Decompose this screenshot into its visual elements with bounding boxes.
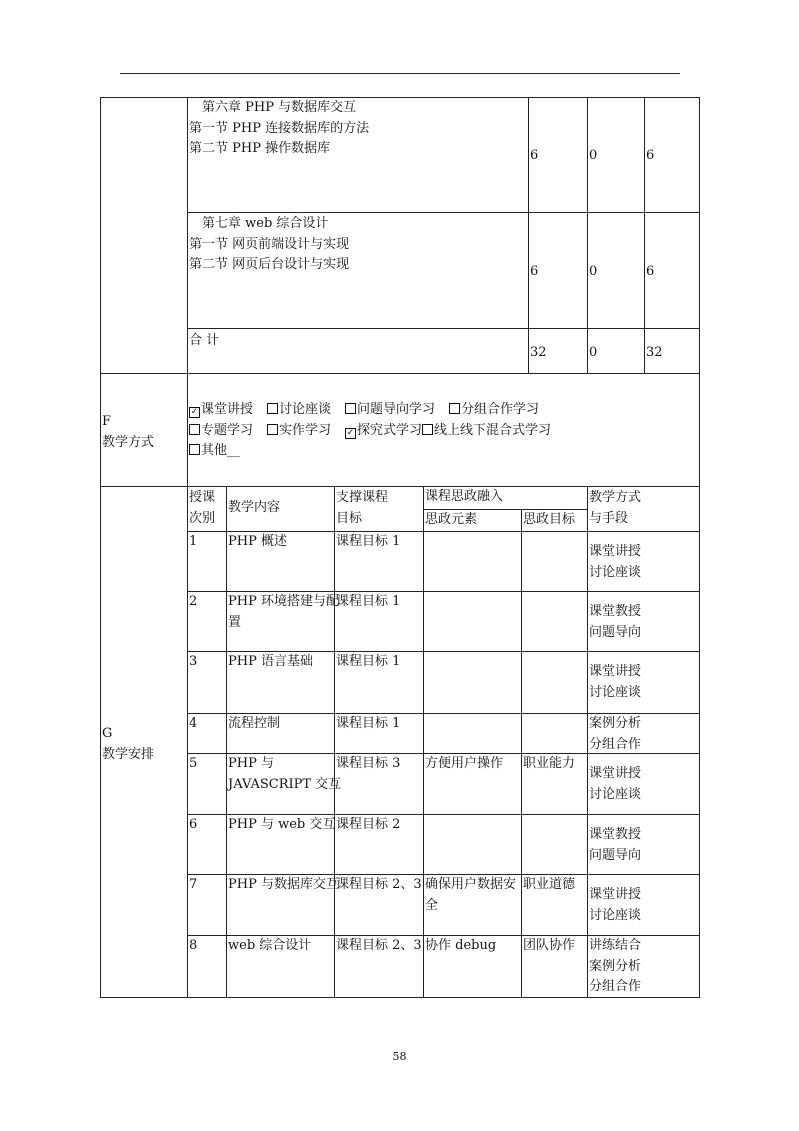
header-content: 教学内容 [228, 500, 281, 515]
option-8[interactable]: 其他__ [189, 443, 240, 458]
row-4-goal: 课程目标 1 [336, 716, 401, 731]
row-3-goal: 课程目标 1 [336, 654, 401, 669]
row-6-goal: 课程目标 2 [336, 817, 401, 832]
row-8-no: 8 [189, 938, 198, 953]
row-1-no: 1 [189, 534, 198, 549]
total-hours-a: 32 [530, 345, 547, 360]
row-8-element: 协作 debug [425, 938, 497, 953]
header-rule [120, 73, 680, 74]
total-hours-b: 0 [589, 345, 598, 360]
option-5[interactable]: 实作学习 [267, 423, 331, 438]
checkbox-icon[interactable]: ✓ [346, 427, 355, 438]
row-1-goal: 课程目标 1 [336, 534, 401, 549]
row-5-content: PHP 与 JAVASCRIPT 交互 [228, 756, 342, 792]
chapter-7-text: 第七章 web 综合设计 第一节 网页前端设计与实现 第二节 网页后台设计与实现 [189, 216, 350, 272]
checkbox-icon[interactable] [189, 424, 200, 435]
row-6-content: PHP 与 web 交互 [228, 817, 336, 832]
option-7[interactable]: 线上线下混合式学习 [422, 423, 551, 438]
row-5-target: 职业能力 [523, 756, 576, 771]
row-7-goal: 课程目标 2、3 [336, 877, 422, 892]
option-4[interactable]: 专题学习 [189, 423, 253, 438]
row-5-element: 方便用户操作 [425, 756, 504, 771]
row-4-method: 案例分析 分组合作 [589, 716, 642, 752]
row-2-goal: 课程目标 1 [336, 594, 401, 609]
chapter-6-hours-b: 0 [589, 148, 598, 163]
row-7-target: 职业道德 [523, 877, 576, 892]
checkbox-icon[interactable] [267, 403, 278, 414]
total-label: 合 计 [189, 333, 220, 348]
row-3-method: 课堂讲授 讨论座谈 [589, 664, 642, 700]
row-8-goal: 课程目标 2、3 [336, 938, 422, 953]
row-2-content: PHP 环境搭建与配 置 [228, 594, 339, 630]
row-6-no: 6 [189, 817, 198, 832]
row-7-content: PHP 与数据库交互 [228, 877, 339, 892]
teaching-method-options [189, 400, 551, 462]
header-target: 思政目标 [523, 512, 576, 527]
checkbox-icon[interactable]: ✓ [190, 407, 199, 417]
checkbox-icon[interactable] [449, 403, 460, 414]
row-6-method: 课堂教授 问题导向 [589, 827, 642, 863]
row-3-content: PHP 语言基础 [228, 654, 313, 669]
row-3-no: 3 [189, 654, 198, 669]
option-2[interactable]: 问题导向学习 [345, 402, 435, 417]
option-3[interactable]: 分组合作学习 [449, 402, 539, 417]
options-line-1 [189, 400, 551, 421]
row-2-no: 2 [189, 594, 198, 609]
teaching-method-label: F 教学方式 [102, 414, 155, 450]
row-1-method: 课堂讲授 讨论座谈 [589, 544, 642, 580]
schedule-label: G 教学安排 [102, 726, 155, 762]
header-goal: 支撑课程 目标 [336, 490, 389, 526]
chapter-6-text: 第六章 PHP 与数据库交互 第一节 PHP 连接数据库的方法 第二节 PHP 操作数据库 [189, 100, 370, 156]
option-0[interactable]: ✓ 课堂讲授 [190, 402, 254, 417]
checkbox-icon[interactable] [189, 444, 200, 455]
total-hours-c: 32 [646, 345, 663, 360]
row-7-method: 课堂讲授 讨论座谈 [589, 887, 642, 923]
header-method: 教学方式 与手段 [589, 490, 642, 526]
chapter-6-hours-a: 6 [530, 148, 539, 163]
row-2-method: 课堂教授 问题导向 [589, 604, 642, 640]
checkbox-icon[interactable] [267, 424, 278, 435]
chapter-6-hours-c: 6 [646, 148, 655, 163]
row-7-element: 确保用户数据安 全 [425, 877, 517, 913]
page-number: 58 [392, 1050, 407, 1063]
option-6[interactable]: ✓ 探究式学习 [346, 422, 423, 438]
chapter-7-hours-c: 6 [646, 264, 655, 279]
options-line-3 [189, 441, 551, 462]
row-8-method: 讲练结合 案例分析 分组合作 [589, 938, 642, 994]
row-8-target: 团队协作 [523, 938, 576, 953]
row-4-content: 流程控制 [228, 716, 281, 731]
row-1-content: PHP 概述 [228, 534, 287, 549]
header-session: 授课 次别 [189, 490, 216, 526]
row-5-method: 课堂讲授 讨论座谈 [589, 766, 642, 802]
chapter-7-hours-a: 6 [530, 264, 539, 279]
row-4-no: 4 [189, 716, 198, 731]
option-1[interactable]: 讨论座谈 [267, 402, 331, 417]
chapter-7-hours-b: 0 [589, 264, 598, 279]
checkbox-icon[interactable] [422, 424, 433, 435]
row-7-no: 7 [189, 877, 198, 892]
row-5-no: 5 [189, 756, 198, 771]
header-element: 思政元素 [425, 512, 478, 527]
header-ideology: 课程思政融入 [425, 489, 504, 504]
row-8-content: web 综合设计 [228, 938, 312, 953]
row-5-goal: 课程目标 3 [336, 756, 401, 771]
checkbox-icon[interactable] [345, 403, 356, 414]
options-line-2 [189, 421, 551, 442]
